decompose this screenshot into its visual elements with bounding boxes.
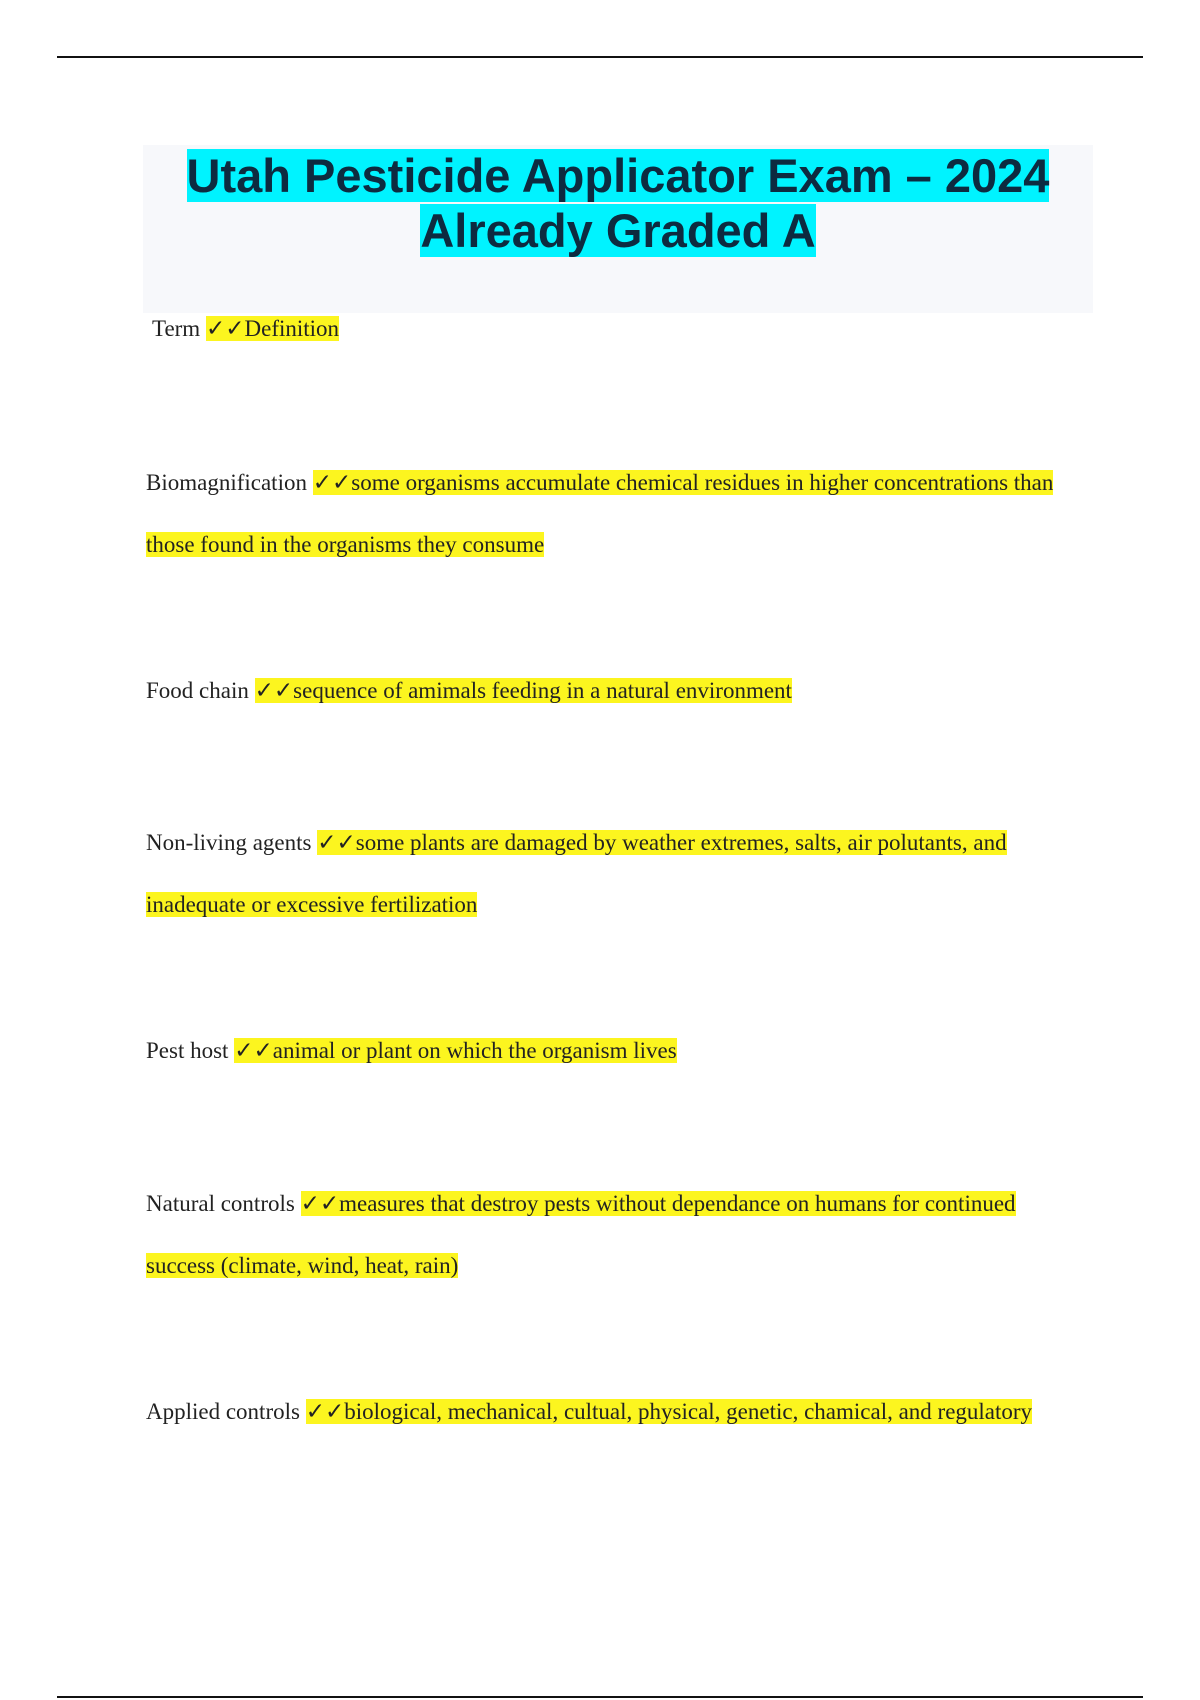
- entry-definition: biological, mechanical, cultual, physical, genetic, chamical, and regulatory: [344, 1399, 1033, 1424]
- header-definition-highlight: [206, 316, 339, 341]
- entry-term: Natural controls: [146, 1191, 295, 1216]
- title-block: [143, 145, 1093, 313]
- entry-applied-controls: [146, 1381, 1106, 1443]
- entry-term: Food chain: [146, 678, 249, 703]
- title-highlight: Utah Pesticide Applicator Exam – 2024 Already Graded A: [186, 149, 1050, 257]
- entry-term: Biomagnification: [146, 470, 307, 495]
- entry-definition: measures that destroy pests without dependance on humans for continued success (climate, wind, heat, rain): [146, 1191, 1016, 1278]
- bottom-rule: [57, 1696, 1143, 1698]
- entry-pest-host: [146, 1020, 1086, 1082]
- document-title: [143, 145, 1093, 258]
- check-mark-icon: ✓✓: [312, 470, 352, 496]
- entry-definition: animal or plant on which the organism lives: [272, 1038, 677, 1063]
- header-definition: Definition: [244, 316, 340, 341]
- check-mark-icon: ✓✓: [205, 316, 245, 342]
- entry-definition-highlight: [306, 1399, 1032, 1424]
- entry-definition: sequence of amimals feeding in a natural environment: [293, 678, 792, 703]
- header-row: [152, 298, 1092, 360]
- entry-definition-highlight: [234, 1038, 676, 1063]
- entry-natural-controls: [146, 1173, 1086, 1296]
- entry-term: Applied controls: [146, 1399, 300, 1424]
- check-mark-icon: ✓✓: [234, 1038, 273, 1064]
- check-mark-icon: ✓✓: [305, 1399, 345, 1425]
- check-mark-icon: ✓✓: [317, 830, 356, 856]
- entry-definition: some organisms accumulate chemical residues in higher concentrations than those found in the organisms they consume: [146, 470, 1054, 557]
- entry-biomagnification: [146, 452, 1086, 575]
- entry-definition: some plants are damaged by weather extremes, salts, air polutants, and inadequate or excessive fertilization: [146, 830, 1007, 917]
- entry-non-living-agents: [146, 812, 1086, 935]
- entry-term: Pest host: [146, 1038, 229, 1063]
- entry-food-chain: [146, 660, 1086, 722]
- check-mark-icon: ✓✓: [300, 1191, 340, 1217]
- entry-definition-highlight: [255, 678, 792, 703]
- entry-term: Non-living agents: [146, 830, 312, 855]
- check-mark-icon: ✓✓: [254, 678, 294, 704]
- header-term: Term: [152, 316, 201, 341]
- top-rule: [57, 56, 1143, 58]
